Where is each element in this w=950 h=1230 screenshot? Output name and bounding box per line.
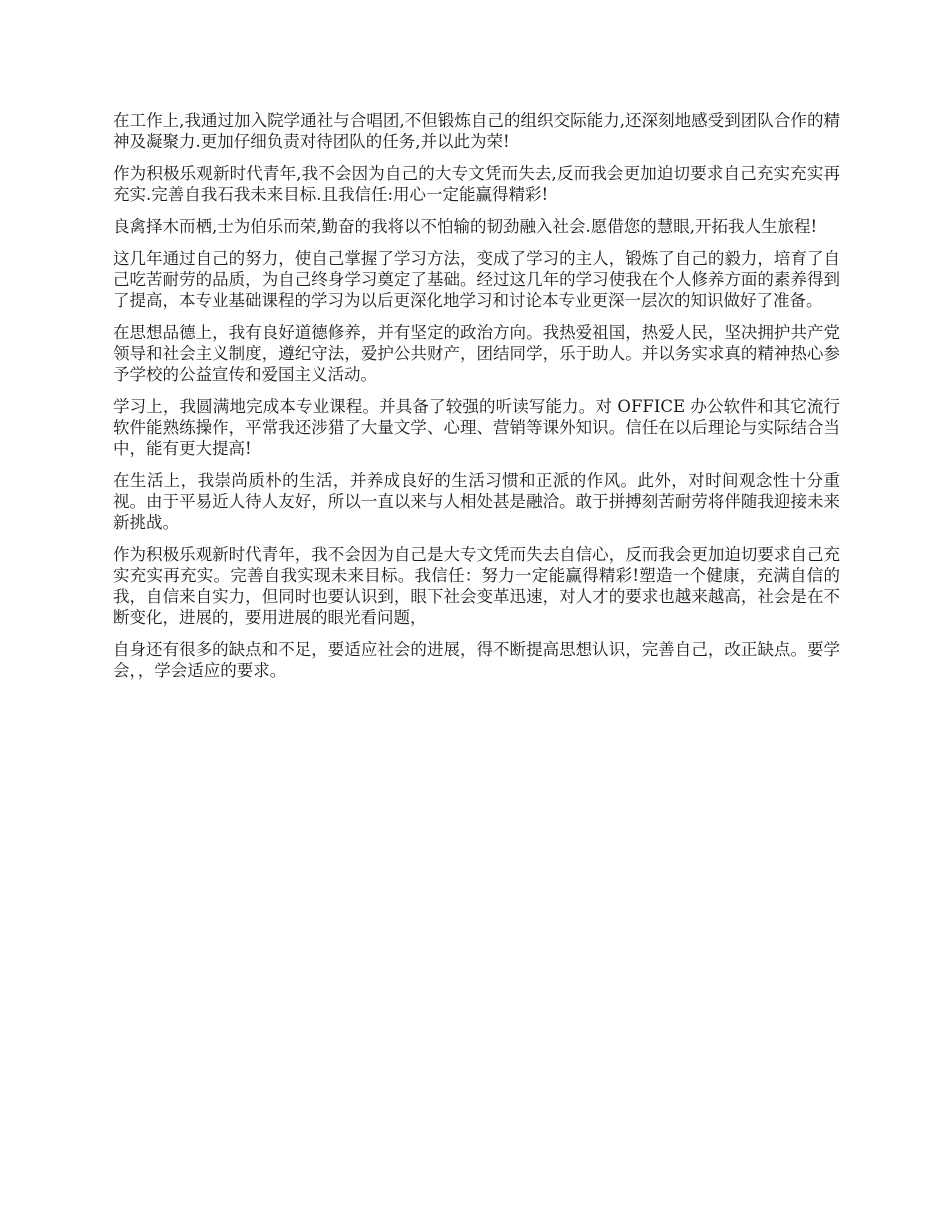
paragraph-moral: 在思想品德上，我有良好道德修养，并有坚定的政治方向。我热爱祖国，热爱人民，坚决拥护共产党领导和社会主义制度，遵纪守法，爱护公共财产，团结同学，乐于助人。并以务实求真的精神热心参予学校的公益宣传和爱国主义活动。	[113, 323, 840, 384]
paragraph-study-effort: 这几年通过自己的努力，使自己掌握了学习方法，变成了学习的主人，锻炼了自己的毅力，培育了自己吃苦耐劳的品质，为自己终身学习奠定了基础。经过这几年的学习使我在个人修养方面的素养得到了提高，本专业基础课程的学习为以后更深化地学习和讨论本专业更深一层次的知识做好了准备。	[113, 249, 840, 310]
document-body	[113, 110, 840, 692]
paragraph-confidence: 作为积极乐观新时代青年，我不会因为自己是大专文凭而失去自信心，反而我会更加迫切要求自己充实充实再充实。完善自我实现未来目标。我信任：努力一定能赢得精彩!塑造一个健康，充满自信的我，自信来自实力，但同时也要认识到，眼下社会变革迅速，对人才的要求也越来越高，社会是在不断变化，进展的，要用进展的眼光看问题，	[113, 545, 840, 627]
paragraph-optimism: 作为积极乐观新时代青年,我不会因为自己的大专文凭而失去,反而我会更加迫切要求自己充实充实再充实.完善自我石我未来目标.且我信任:用心一定能赢得精彩!	[113, 164, 840, 204]
paragraph-teamwork: 在工作上,我通过加入院学通社与合唱团,不但锻炼自己的组织交际能力,还深刻地感受到团队合作的精神及凝聚力.更加仔细负责对待团队的任务,并以此为荣!	[113, 111, 840, 151]
paragraph-career: 良禽择木而栖,士为伯乐而荣,勤奋的我将以不怕输的韧劲融入社会.愿借您的慧眼,开拓我人生旅程!	[113, 217, 818, 236]
paragraph-shortcomings: 自身还有很多的缺点和不足，要适应社会的进展，得不断提高思想认识，完善自己，改正缺点。要学会，，学会适应的要求。	[113, 640, 840, 680]
paragraph-life: 在生活上，我崇尚质朴的生活，并养成良好的生活习惯和正派的作风。此外，对时间观念性十分重视。由于平易近人待人友好，所以一直以来与人相处甚是融洽。敢于拼搏刻苦耐劳将伴随我迎接未来新挑战。	[113, 471, 840, 532]
paragraph-study-skills: 学习上，我圆满地完成本专业课程。并具备了较强的听读写能力。对 OFFICE 办公软件和其它流行软件能熟练操作，平常我还涉猎了大量文学、心理、营销等课外知识。信任在以后理论与实际结合当中，能有更大提高!	[113, 397, 840, 458]
